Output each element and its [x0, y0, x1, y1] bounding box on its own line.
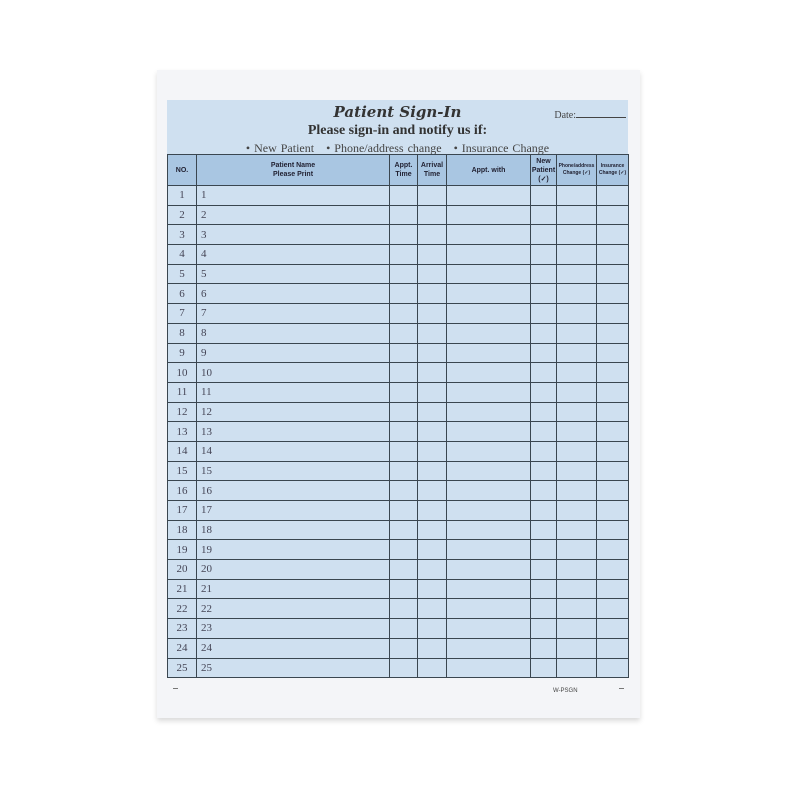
cell-arrival-time[interactable] — [418, 284, 447, 304]
cell-patient-name[interactable]: 4 — [197, 245, 390, 265]
table-row — [168, 619, 629, 639]
cell-appt-time[interactable] — [390, 363, 418, 383]
cell-insurance-change[interactable] — [597, 501, 629, 521]
cell-patient-name[interactable]: 12 — [197, 402, 390, 422]
cell-phone-address-change[interactable] — [557, 520, 597, 540]
reason-new-patient: • New Patient — [245, 141, 315, 155]
cell-appt-with[interactable] — [447, 520, 531, 540]
table-row — [168, 461, 629, 481]
table-row — [168, 422, 629, 442]
cell-new-patient[interactable] — [531, 304, 557, 324]
cell-insurance-change[interactable] — [597, 520, 629, 540]
cell-insurance-change[interactable] — [597, 560, 629, 580]
cell-arrival-time[interactable] — [418, 186, 447, 206]
cell-arrival-time[interactable] — [418, 658, 447, 678]
cell-arrival-time[interactable] — [418, 501, 447, 521]
cell-appt-with[interactable] — [447, 638, 531, 658]
cell-appt-with[interactable] — [447, 461, 531, 481]
cell-patient-name[interactable]: 22 — [197, 599, 390, 619]
cell-appt-time[interactable] — [390, 245, 418, 265]
cell-insurance-change[interactable] — [597, 343, 629, 363]
cell-patient-name[interactable]: 19 — [197, 540, 390, 560]
row-number: 23 — [168, 619, 197, 639]
row-number: 2 — [168, 205, 197, 225]
cell-appt-time[interactable] — [390, 560, 418, 580]
cell-arrival-time[interactable] — [418, 225, 447, 245]
cell-insurance-change[interactable] — [597, 422, 629, 442]
cell-phone-address-change[interactable] — [557, 264, 597, 284]
sign-in-form — [167, 100, 628, 678]
cell-new-patient[interactable] — [531, 560, 557, 580]
cell-arrival-time[interactable] — [418, 520, 447, 540]
cell-patient-name[interactable]: 23 — [197, 619, 390, 639]
cell-new-patient[interactable] — [531, 186, 557, 206]
cell-insurance-change[interactable] — [597, 382, 629, 402]
row-number: 18 — [168, 520, 197, 540]
table-row — [168, 441, 629, 461]
cell-arrival-time[interactable] — [418, 323, 447, 343]
cell-appt-with[interactable] — [447, 382, 531, 402]
date-label: Date: — [554, 110, 576, 121]
table-row — [168, 264, 629, 284]
row-number: 14 — [168, 441, 197, 461]
cell-appt-with[interactable] — [447, 186, 531, 206]
cell-arrival-time[interactable] — [418, 245, 447, 265]
cell-insurance-change[interactable] — [597, 245, 629, 265]
col-header-appt-with: Appt. with — [447, 155, 531, 186]
cell-new-patient[interactable] — [531, 205, 557, 225]
cell-appt-with[interactable] — [447, 284, 531, 304]
cell-insurance-change[interactable] — [597, 540, 629, 560]
cell-insurance-change[interactable] — [597, 186, 629, 206]
cell-new-patient[interactable] — [531, 402, 557, 422]
row-number: 10 — [168, 363, 197, 383]
cell-new-patient[interactable] — [531, 382, 557, 402]
cell-phone-address-change[interactable] — [557, 186, 597, 206]
table-row — [168, 402, 629, 422]
row-number: 16 — [168, 481, 197, 501]
col-header-phone-address-change: Phone/address Change (✓) — [557, 155, 597, 186]
table-row — [168, 363, 629, 383]
col-header-arrival-time: Arrival Time — [418, 155, 447, 186]
cell-phone-address-change[interactable] — [557, 658, 597, 678]
cell-patient-name[interactable]: 2 — [197, 205, 390, 225]
cell-insurance-change[interactable] — [597, 205, 629, 225]
cell-arrival-time[interactable] — [418, 363, 447, 383]
cell-appt-time[interactable] — [390, 343, 418, 363]
cell-insurance-change[interactable] — [597, 658, 629, 678]
cell-new-patient[interactable] — [531, 540, 557, 560]
cell-insurance-change[interactable] — [597, 323, 629, 343]
cell-phone-address-change[interactable] — [557, 501, 597, 521]
col-header-patient-name: Patient Name Please Print — [197, 155, 390, 186]
cell-appt-time[interactable] — [390, 402, 418, 422]
cell-appt-time[interactable] — [390, 481, 418, 501]
cell-patient-name[interactable]: 16 — [197, 481, 390, 501]
row-number: 17 — [168, 501, 197, 521]
cell-insurance-change[interactable] — [597, 402, 629, 422]
cell-phone-address-change[interactable] — [557, 323, 597, 343]
cell-patient-name[interactable]: 3 — [197, 225, 390, 245]
cell-phone-address-change[interactable] — [557, 560, 597, 580]
table-row — [168, 323, 629, 343]
col-header-new-patient: New Patient (✓) — [531, 155, 557, 186]
cell-insurance-change[interactable] — [597, 638, 629, 658]
cell-insurance-change[interactable] — [597, 481, 629, 501]
cell-appt-with[interactable] — [447, 441, 531, 461]
cell-arrival-time[interactable] — [418, 481, 447, 501]
cell-arrival-time[interactable] — [418, 619, 447, 639]
cell-phone-address-change[interactable] — [557, 402, 597, 422]
cell-patient-name[interactable]: 7 — [197, 304, 390, 324]
row-number: 19 — [168, 540, 197, 560]
cell-arrival-time[interactable] — [418, 422, 447, 442]
cell-appt-with[interactable] — [447, 481, 531, 501]
cell-arrival-time[interactable] — [418, 599, 447, 619]
cell-patient-name[interactable]: 21 — [197, 579, 390, 599]
cell-new-patient[interactable] — [531, 461, 557, 481]
row-number: 12 — [168, 402, 197, 422]
col-header-insurance-change: Insurance Change (✓) — [597, 155, 629, 186]
row-number: 4 — [168, 245, 197, 265]
table-row — [168, 205, 629, 225]
cell-appt-time[interactable] — [390, 382, 418, 402]
cell-insurance-change[interactable] — [597, 619, 629, 639]
cell-appt-with[interactable] — [447, 343, 531, 363]
table-row — [168, 186, 629, 206]
cell-appt-time[interactable] — [390, 186, 418, 206]
cell-appt-time[interactable] — [390, 501, 418, 521]
cell-insurance-change[interactable] — [597, 441, 629, 461]
cell-arrival-time[interactable] — [418, 579, 447, 599]
cell-appt-time[interactable] — [390, 422, 418, 442]
cell-phone-address-change[interactable] — [557, 284, 597, 304]
cell-arrival-time[interactable] — [418, 461, 447, 481]
cell-patient-name[interactable]: 17 — [197, 501, 390, 521]
cell-appt-with[interactable] — [447, 323, 531, 343]
cell-appt-time[interactable] — [390, 264, 418, 284]
cell-phone-address-change[interactable] — [557, 441, 597, 461]
cell-new-patient[interactable] — [531, 638, 557, 658]
row-number: 22 — [168, 599, 197, 619]
cell-patient-name[interactable]: 10 — [197, 363, 390, 383]
row-number: 11 — [168, 382, 197, 402]
cell-patient-name[interactable]: 14 — [197, 441, 390, 461]
row-number: 6 — [168, 284, 197, 304]
cell-arrival-time[interactable] — [418, 638, 447, 658]
cell-appt-time[interactable] — [390, 658, 418, 678]
cell-appt-time[interactable] — [390, 540, 418, 560]
form-title: Patient Sign-In — [333, 103, 462, 121]
row-number: 8 — [168, 323, 197, 343]
cell-phone-address-change[interactable] — [557, 225, 597, 245]
cell-patient-name[interactable]: 9 — [197, 343, 390, 363]
cell-phone-address-change[interactable] — [557, 363, 597, 383]
row-number: 21 — [168, 579, 197, 599]
table-row — [168, 284, 629, 304]
cell-arrival-time[interactable] — [418, 441, 447, 461]
cell-insurance-change[interactable] — [597, 363, 629, 383]
cell-arrival-time[interactable] — [418, 560, 447, 580]
cell-appt-with[interactable] — [447, 540, 531, 560]
crop-mark — [619, 688, 624, 689]
table-row — [168, 520, 629, 540]
cell-appt-with[interactable] — [447, 599, 531, 619]
cell-appt-with[interactable] — [447, 501, 531, 521]
cell-appt-time[interactable] — [390, 225, 418, 245]
cell-new-patient[interactable] — [531, 579, 557, 599]
table-row — [168, 540, 629, 560]
cell-phone-address-change[interactable] — [557, 461, 597, 481]
table-row — [168, 579, 629, 599]
date-field[interactable] — [554, 110, 626, 121]
cell-phone-address-change[interactable] — [557, 540, 597, 560]
cell-new-patient[interactable] — [531, 284, 557, 304]
cell-insurance-change[interactable] — [597, 304, 629, 324]
col-header-no: NO. — [168, 155, 197, 186]
cell-appt-with[interactable] — [447, 658, 531, 678]
cell-new-patient[interactable] — [531, 658, 557, 678]
cell-arrival-time[interactable] — [418, 304, 447, 324]
cell-appt-with[interactable] — [447, 225, 531, 245]
row-number: 25 — [168, 658, 197, 678]
table-row — [168, 501, 629, 521]
cell-patient-name[interactable]: 8 — [197, 323, 390, 343]
cell-appt-with[interactable] — [447, 304, 531, 324]
cell-appt-time[interactable] — [390, 579, 418, 599]
cell-appt-with[interactable] — [447, 245, 531, 265]
cell-phone-address-change[interactable] — [557, 304, 597, 324]
cell-appt-time[interactable] — [390, 619, 418, 639]
cell-patient-name[interactable]: 25 — [197, 658, 390, 678]
cell-new-patient[interactable] — [531, 225, 557, 245]
cell-new-patient[interactable] — [531, 441, 557, 461]
cell-appt-time[interactable] — [390, 304, 418, 324]
cell-new-patient[interactable] — [531, 363, 557, 383]
cell-appt-with[interactable] — [447, 422, 531, 442]
cell-insurance-change[interactable] — [597, 579, 629, 599]
cell-new-patient[interactable] — [531, 245, 557, 265]
table-row — [168, 382, 629, 402]
cell-patient-name[interactable]: 15 — [197, 461, 390, 481]
row-number: 24 — [168, 638, 197, 658]
cell-insurance-change[interactable] — [597, 284, 629, 304]
form-subtitle: Please sign-in and notify us if: — [307, 123, 488, 138]
cell-patient-name[interactable]: 24 — [197, 638, 390, 658]
row-number: 3 — [168, 225, 197, 245]
cell-appt-with[interactable] — [447, 619, 531, 639]
cell-new-patient[interactable] — [531, 599, 557, 619]
table-row — [168, 225, 629, 245]
cell-phone-address-change[interactable] — [557, 599, 597, 619]
cell-appt-time[interactable] — [390, 205, 418, 225]
cell-appt-with[interactable] — [447, 205, 531, 225]
reason-insurance: • Insurance Change — [453, 141, 550, 155]
cell-arrival-time[interactable] — [418, 264, 447, 284]
cell-new-patient[interactable] — [531, 619, 557, 639]
cell-insurance-change[interactable] — [597, 599, 629, 619]
cell-appt-time[interactable] — [390, 520, 418, 540]
cell-phone-address-change[interactable] — [557, 382, 597, 402]
cell-new-patient[interactable] — [531, 501, 557, 521]
cell-appt-with[interactable] — [447, 264, 531, 284]
row-number: 7 — [168, 304, 197, 324]
cell-phone-address-change[interactable] — [557, 619, 597, 639]
cell-appt-with[interactable] — [447, 560, 531, 580]
cell-phone-address-change[interactable] — [557, 343, 597, 363]
cell-new-patient[interactable] — [531, 422, 557, 442]
row-number: 9 — [168, 343, 197, 363]
row-number: 15 — [168, 461, 197, 481]
cell-arrival-time[interactable] — [418, 205, 447, 225]
row-number: 13 — [168, 422, 197, 442]
cell-appt-time[interactable] — [390, 461, 418, 481]
cell-patient-name[interactable]: 20 — [197, 560, 390, 580]
cell-appt-time[interactable] — [390, 284, 418, 304]
cell-appt-with[interactable] — [447, 402, 531, 422]
crop-mark — [173, 688, 178, 689]
cell-appt-with[interactable] — [447, 363, 531, 383]
cell-appt-time[interactable] — [390, 441, 418, 461]
cell-patient-name[interactable]: 6 — [197, 284, 390, 304]
cell-patient-name[interactable]: 18 — [197, 520, 390, 540]
table-row — [168, 658, 629, 678]
cell-new-patient[interactable] — [531, 343, 557, 363]
cell-insurance-change[interactable] — [597, 264, 629, 284]
cell-appt-time[interactable] — [390, 638, 418, 658]
col-header-appt-time: Appt. Time — [390, 155, 418, 186]
cell-phone-address-change[interactable] — [557, 245, 597, 265]
cell-patient-name[interactable]: 13 — [197, 422, 390, 442]
cell-new-patient[interactable] — [531, 520, 557, 540]
cell-phone-address-change[interactable] — [557, 422, 597, 442]
cell-insurance-change[interactable] — [597, 225, 629, 245]
cell-patient-name[interactable]: 5 — [197, 264, 390, 284]
cell-phone-address-change[interactable] — [557, 205, 597, 225]
row-number: 5 — [168, 264, 197, 284]
cell-arrival-time[interactable] — [418, 343, 447, 363]
cell-patient-name[interactable]: 11 — [197, 382, 390, 402]
table-row — [168, 481, 629, 501]
cell-new-patient[interactable] — [531, 481, 557, 501]
row-number: 1 — [168, 186, 197, 206]
cell-arrival-time[interactable] — [418, 402, 447, 422]
table-row — [168, 245, 629, 265]
cell-appt-time[interactable] — [390, 323, 418, 343]
sign-in-table — [167, 154, 629, 678]
table-row — [168, 560, 629, 580]
cell-appt-time[interactable] — [390, 599, 418, 619]
cell-phone-address-change[interactable] — [557, 638, 597, 658]
cell-new-patient[interactable] — [531, 323, 557, 343]
reason-phone-address: • Phone/address change — [326, 141, 442, 155]
cell-patient-name[interactable]: 1 — [197, 186, 390, 206]
cell-new-patient[interactable] — [531, 264, 557, 284]
cell-arrival-time[interactable] — [418, 382, 447, 402]
table-row — [168, 343, 629, 363]
cell-phone-address-change[interactable] — [557, 579, 597, 599]
table-row — [168, 599, 629, 619]
cell-appt-with[interactable] — [447, 579, 531, 599]
cell-arrival-time[interactable] — [418, 540, 447, 560]
table-row — [168, 638, 629, 658]
cell-insurance-change[interactable] — [597, 461, 629, 481]
table-row — [168, 304, 629, 324]
cell-phone-address-change[interactable] — [557, 481, 597, 501]
form-code: W-PSGN — [553, 688, 578, 694]
row-number: 20 — [168, 560, 197, 580]
